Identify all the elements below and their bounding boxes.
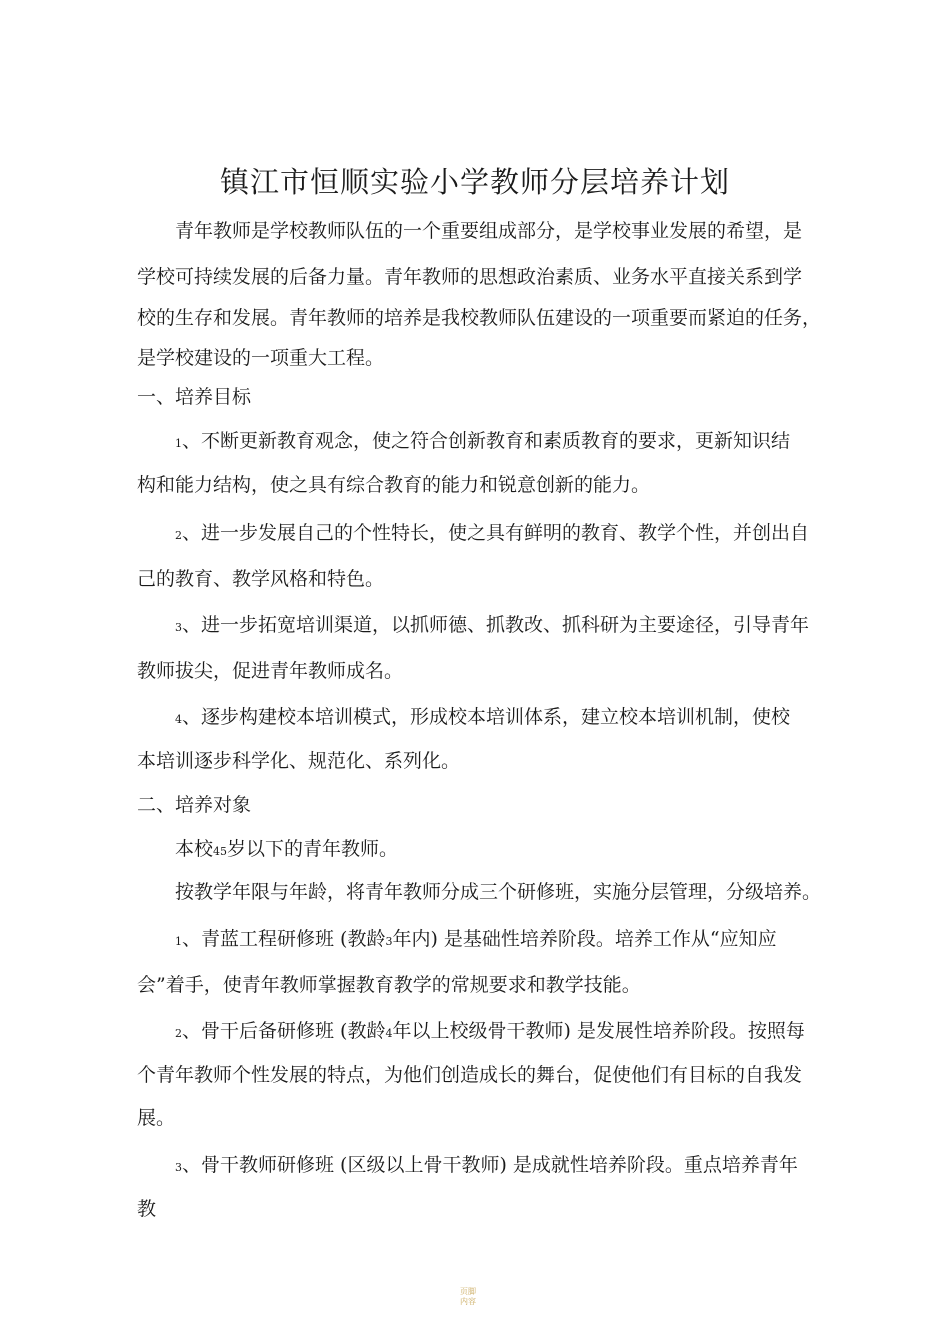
class-item-2-cont-2: 展。: [137, 1107, 176, 1129]
goal-item-3: [175, 610, 809, 637]
class-years: 4: [385, 1027, 393, 1040]
goal-number: 1: [175, 437, 182, 450]
goal-number: 3: [175, 621, 182, 634]
class-item-1-cont: 会”着手，使青年教师掌握教育教学的常规要求和教学技能。: [137, 974, 641, 996]
class-item-1: [175, 924, 777, 951]
class-years: 3: [385, 935, 393, 948]
goal-item-4-cont: 本培训逐步科学化、规范化、系列化。: [137, 750, 461, 772]
goal-number: 2: [175, 529, 182, 542]
goal-item-3-cont: 教师拔尖，促进青年教师成名。: [137, 660, 404, 682]
class-item-2-cont-1: 个青年教师个性发展的特点，为他们创造成长的舞台，促使他们有目标的自我发: [137, 1064, 803, 1086]
intro-line-3: 校的生存和发展。青年教师的培养是我校教师队伍建设的一项重要而紧迫的任务，: [137, 307, 822, 329]
goal-text: 、逐步构建校本培训模式，形成校本培训体系，建立校本培训机制，使校: [182, 706, 791, 728]
target-text: 岁以下的青年教师。: [227, 838, 399, 860]
class-text: 、骨干后备研修班 (教龄: [182, 1020, 386, 1042]
goal-item-2-cont: 己的教育、教学风格和特色。: [137, 568, 385, 590]
goal-text: 、不断更新教育观念，使之符合创新教育和素质教育的要求，更新知识结: [182, 430, 791, 452]
grouping-line: 按教学年限与年龄，将青年教师分成三个研修班，实施分层管理，分级培养。: [175, 881, 822, 903]
class-number: 1: [175, 935, 182, 948]
class-number: 2: [175, 1027, 182, 1040]
goal-item-1: [175, 426, 790, 453]
footer-line-1: 页脚: [460, 1287, 476, 1296]
class-number: 3: [175, 1161, 182, 1174]
intro-line-4: 是学校建设的一项重大工程。: [137, 347, 385, 369]
class-item-2: [175, 1016, 805, 1043]
goal-item-2: [175, 518, 809, 545]
goal-item-4: [175, 702, 790, 729]
target-age: 45: [213, 845, 228, 858]
target-age-line: [175, 834, 398, 861]
section-heading-targets: 二、培养对象: [137, 794, 252, 816]
goal-text: 、进一步发展自己的个性特长，使之具有鲜明的教育、教学个性，并创出自: [182, 522, 810, 544]
class-item-3: [175, 1150, 798, 1177]
class-text: 、青蓝工程研修班 (教龄: [182, 928, 386, 950]
goal-text: 、进一步拓宽培训渠道，以抓师德、抓教改、抓科研为主要途径，引导青年: [182, 614, 810, 636]
intro-line-1: 青年教师是学校教师队伍的一个重要组成部分，是学校事业发展的希望，是: [175, 220, 803, 242]
page-title: 镇江市恒顺实验小学教师分层培养计划: [219, 165, 730, 199]
page-footer: [457, 1287, 479, 1307]
section-heading-goals: 一、培养目标: [137, 386, 252, 408]
goal-item-1-cont: 构和能力结构，使之具有综合教育的能力和锐意创新的能力。: [137, 474, 651, 496]
footer-line-2: 内容: [460, 1297, 476, 1306]
class-text: 年以上校级骨干教师) 是发展性培养阶段。按照每: [392, 1020, 805, 1042]
class-text: 、骨干教师研修班 (区级以上骨干教师) 是成就性培养阶段。重点培养青年: [182, 1154, 798, 1176]
class-text: 年内) 是基础性培养阶段。培养工作从“应知应: [392, 928, 777, 950]
goal-number: 4: [175, 713, 182, 726]
target-text: 本校: [175, 838, 214, 860]
intro-line-2: 学校可持续发展的后备力量。青年教师的思想政治素质、业务水平直接关系到学: [137, 266, 803, 288]
class-item-3-cont: 教: [137, 1198, 157, 1220]
